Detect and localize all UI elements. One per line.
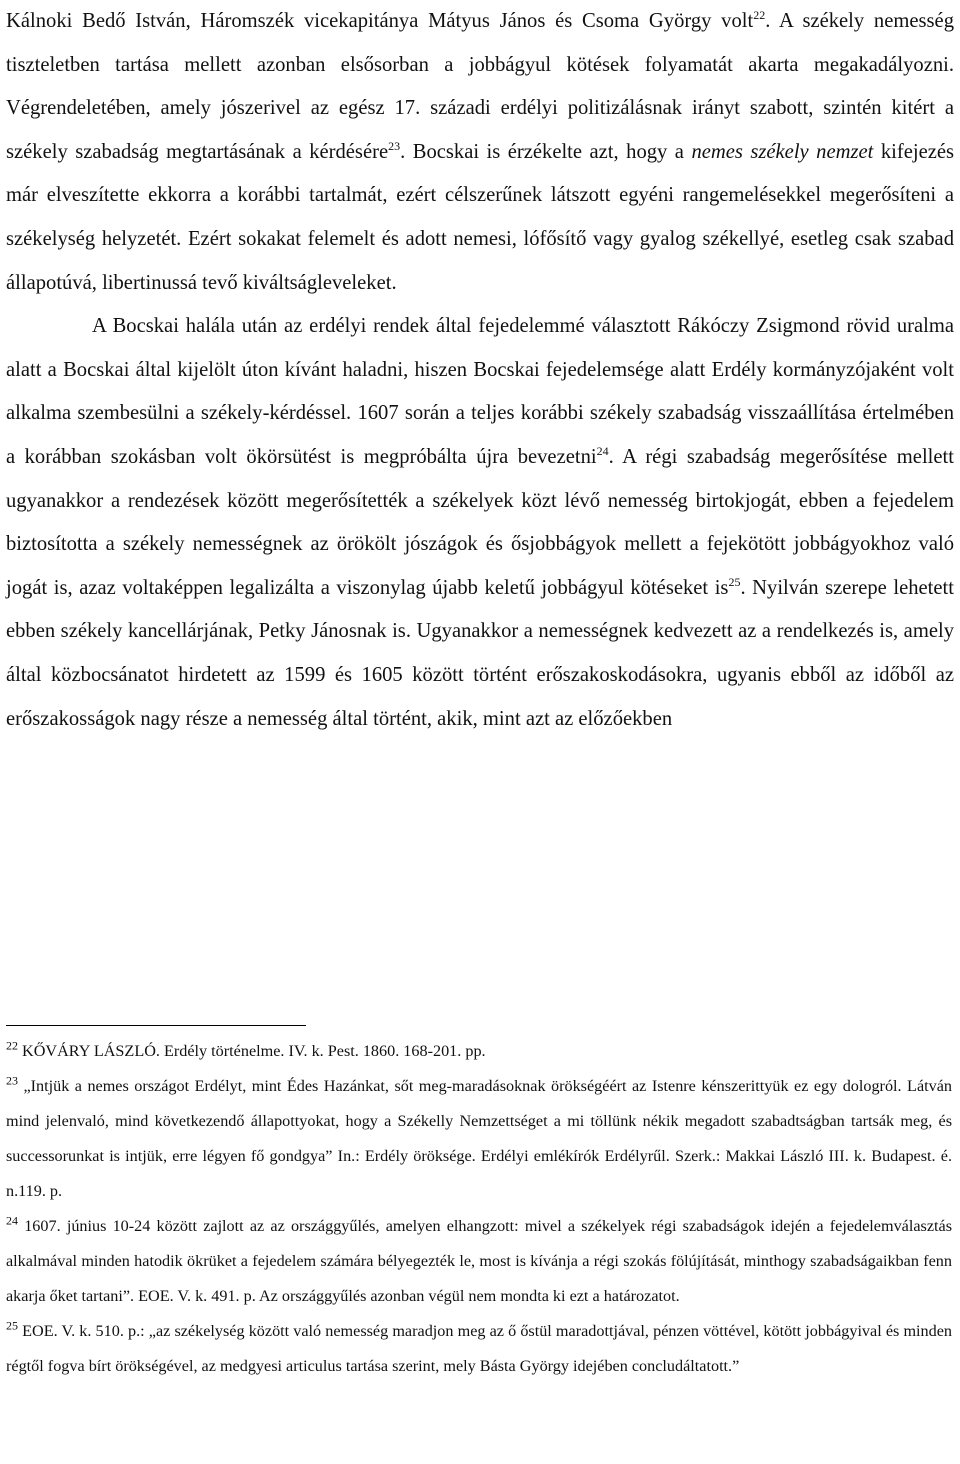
footnote-24 <box>6 1209 952 1314</box>
footnote-ref-25[interactable]: 25 <box>728 574 741 589</box>
footnote-number: 23 <box>6 1073 18 1088</box>
paragraph-1-text-c: . Bocskai is érzékelte azt, hogy a <box>400 140 692 163</box>
footnote-text: 1607. június 10-24 között zajlott az az országgyűlés, amelyen elhangzott: mivel a székelyek régi szabadságok idején a fejedelemválasztás alkalmával minden hatodik ökrüket a fejedelem számára bélyegezték le, most is kívánja a régi szokás fölújítását, minthogy szabadságaikban fenn akarja őket tartani”. EOE. V. k. 491. p. Az országgyűlés azonban végül nem mondta ki ezt a határozatot. <box>6 1217 952 1305</box>
footnote-number: 25 <box>6 1318 18 1333</box>
footnotes <box>6 1034 952 1384</box>
paragraph-2 <box>6 305 954 741</box>
footnote-23 <box>6 1069 952 1209</box>
footnote-ref-22[interactable]: 22 <box>753 8 766 23</box>
paragraph-1 <box>6 0 954 305</box>
footnote-text: „Intjük a nemes országot Erdélyt, mint Édes Hazánkat, sőt meg-maradásoknak örökségéért az Istenre kénszerittyük ez egy dologról. Látván mind jelenvaló, mind következendő állapottyokat, hogy a Székelly Nemzettséget a mi töllünk nékik megadott szabadtságban tartsák meg, és successorunkat is intjük, erre légyen fő gondgya” In.: Erdély öröksége. Erdélyi emlékírók Erdélyrűl. Szerk.: Makkai László III. k. Budapest. é. n.119. p. <box>6 1077 952 1200</box>
footnote-text: EOE. V. k. 510. p.: „az székelység között való nemesség maradjon meg az ő őstül maradottjával, pénzen vöttével, kötött jobbágyival és minden régtől fogva bírt örökségével, az medgyesi articulus tartása szerint, mely Básta György idejében concludáltatott.” <box>6 1322 953 1375</box>
emphasis-nemes-szekely-nemzet: nemes székely nemzet <box>691 140 874 163</box>
paragraph-2-text-b: . A régi szabadság megerősítése mellett ugyanakkor a rendezések között megerősítették a székelyek közt lévő nemesség birtokjogát, ebben a fejedelem biztosította a székely nemességnek az örökölt jószágok és ősjobbágyok mellett a fejekötött jobbágyokhoz való jogát is, azaz voltaképpen legalizálta a viszonylag újabb keletű jobbágyul kötéseket is <box>6 445 954 599</box>
footnote-number: 24 <box>6 1213 18 1228</box>
paragraph-1-text-b: . A székely nemesség tiszteletben tartása mellett azonban elsősorban a jobbágyul kötések folyamatát akarta megakadályozni. Végrendeletében, amely jószerivel az egész 17. századi erdélyi politizálásnak irányt szabott, szintén kitért a székely szabadság megtartásának a kérdésére <box>6 10 954 163</box>
paragraph-1-text-a: Kálnoki Bedő István, Háromszék vicekapitánya Mátyus János és Csoma György volt <box>6 10 754 32</box>
footnote-22 <box>6 1034 952 1069</box>
paragraph-2-text-a: A Bocskai halála után az erdélyi rendek által fejedelemmé választott Rákóczy Zsigmond rövid uralma alatt a Bocskai által kijelölt úton kívánt haladni, hiszen Bocskai fejedelemsége alatt Erdély kormányzójaként volt alkalma szembesülni a székely-kérdéssel. 1607 során a teljes korábbi székely szabadság visszaállítása értelmében a korábban szokásban volt ökörsütést is megpróbálta újra bevezetni <box>6 315 954 468</box>
paragraph-1-text-d: kifejezés már elveszítette ekkorra a korábbi tartalmát, ezért célszerűnek látszott egyéni rangemelésekkel megerősíteni a székelység helyzetét. Ezért sokakat felemelt és adott nemesi, lófősítő vagy gyalog székellyé, esetleg csak szabad állapotúvá, libertinussá tevő kiváltságleveleket. <box>6 140 955 294</box>
footnote-number: 22 <box>6 1038 18 1053</box>
footnote-ref-24[interactable]: 24 <box>596 444 609 459</box>
footnote-25 <box>6 1314 952 1384</box>
footnote-separator <box>6 1025 306 1026</box>
paragraph-2-text-c: . Nyilván szerepe lehetett ebben székely kancellárjának, Petky Jánosnak is. Ugyanakkor a nemességnek kedvezett az a rendelkezés is, amely által közbocsánatot hirdetett az 1599 és 1605 között történt erőszakoskodásokra, ugyanis ebből az időből az erőszakosságok nagy része a nemesség által történt, akik, mint azt az előzőekben <box>6 576 954 730</box>
footnote-text: KŐVÁRY LÁSZLÓ. Erdély történelme. IV. k. Pest. 1860. 168-201. pp. <box>22 1042 486 1060</box>
document-page <box>6 0 954 741</box>
footnote-ref-23[interactable]: 23 <box>388 138 401 153</box>
